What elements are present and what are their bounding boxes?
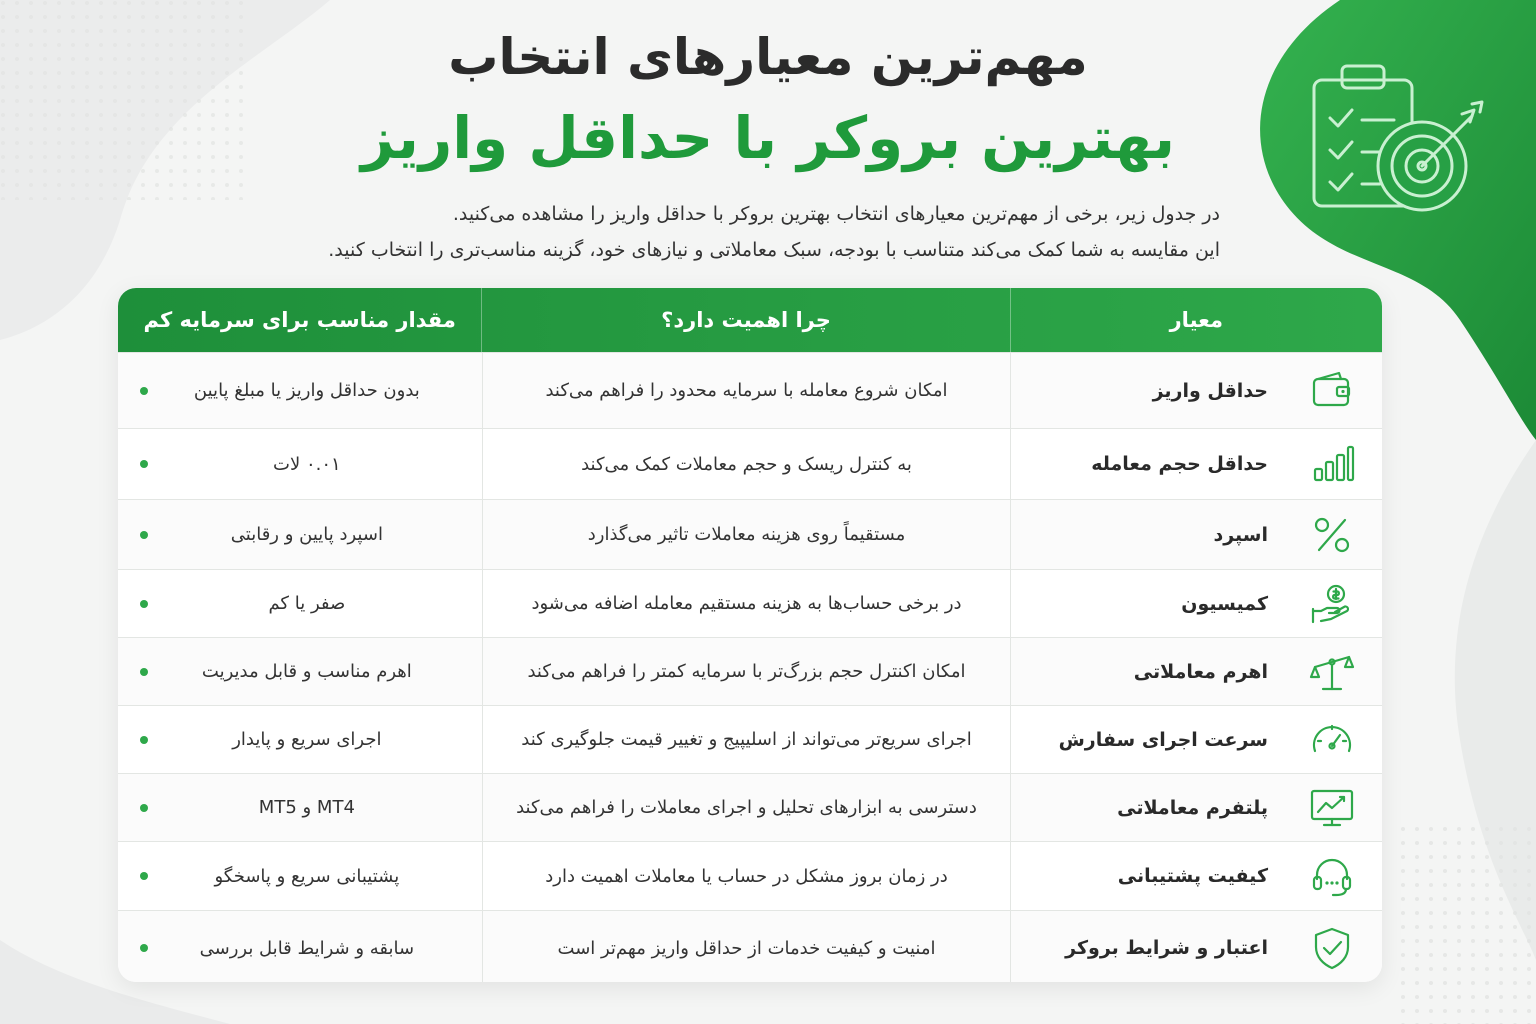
why-cell: در برخی حساب‌ها به هزینه مستقیم معامله اضافه می‌شود	[482, 570, 1011, 637]
table-row	[118, 499, 1382, 569]
criterion-label: سرعت اجرای سفارش	[1058, 728, 1268, 751]
criterion-cell	[1010, 570, 1382, 637]
bullet-dot	[140, 460, 148, 468]
criterion-cell	[1010, 500, 1382, 569]
shield-check-icon	[1308, 924, 1356, 972]
value-text: اسپرد پایین و رقابتی	[230, 524, 383, 545]
value-text: MT4 و MT5	[258, 797, 355, 818]
value-text: اجرای سریع و پایدار	[232, 729, 382, 750]
bullet-dot	[140, 944, 148, 952]
scale-icon	[1308, 648, 1356, 696]
table-row	[118, 428, 1382, 499]
criterion-cell	[1010, 429, 1382, 499]
value-cell	[118, 911, 482, 982]
table-row	[118, 352, 1382, 428]
bullet-dot	[140, 531, 148, 539]
why-cell: امکان اکنترل حجم بزرگ‌تر با سرمایه کمتر را فراهم می‌کند	[482, 638, 1011, 705]
column-header-why: چرا اهمیت دارد؟	[481, 288, 1009, 352]
bar-chart-icon	[1308, 440, 1356, 488]
bullet-dot	[140, 872, 148, 880]
table-row	[118, 705, 1382, 773]
bullet-dot	[140, 387, 148, 395]
value-text: صفر یا کم	[268, 593, 346, 614]
criterion-label: اسپرد	[1213, 523, 1268, 546]
why-cell: در زمان بروز مشکل در حساب یا معاملات اهمیت دارد	[482, 842, 1011, 910]
criterion-label: کیفیت پشتیبانی	[1117, 865, 1268, 887]
value-cell	[118, 706, 482, 773]
intro-line-2: این مقایسه به شما کمک می‌کند متناسب با بودجه، سبک معاملاتی و نیازهای خود، گزینه مناسب‌تری را انتخاب کنید.	[328, 239, 1220, 261]
criterion-label: اهرم معاملاتی	[1133, 660, 1268, 683]
monitor-chart-icon	[1308, 784, 1356, 832]
value-text: پشتیبانی سریع و پاسخگو	[214, 865, 400, 887]
criterion-cell	[1010, 353, 1382, 428]
wallet-icon	[1308, 367, 1356, 415]
value-cell	[118, 353, 482, 428]
why-cell: اجرای سریع‌تر می‌تواند از اسلیپیج و تغییر قیمت جلوگیری کند	[482, 706, 1011, 773]
bullet-dot	[140, 668, 148, 676]
checklist-target-icon	[1290, 58, 1490, 228]
why-cell: مستقیماً روی هزینه معاملات تاثیر می‌گذارد	[482, 500, 1011, 569]
speedometer-icon	[1308, 716, 1356, 764]
why-cell: امکان شروع معامله با سرمایه محدود را فراهم می‌کند	[482, 353, 1011, 428]
value-text: سابقه و شرایط قابل بررسی	[199, 937, 415, 959]
comparison-table	[118, 288, 1382, 982]
value-cell	[118, 638, 482, 705]
column-header-criterion: معیار	[1010, 288, 1382, 352]
table-row	[118, 569, 1382, 637]
percent-icon	[1308, 511, 1356, 559]
bullet-dot	[140, 600, 148, 608]
value-cell	[118, 842, 482, 910]
why-cell: امنیت و کیفیت خدمات از حداقل واریز مهم‌تر است	[482, 911, 1011, 982]
value-cell	[118, 429, 482, 499]
table-header	[118, 288, 1382, 352]
value-text: ۰.۰۱ لات	[273, 453, 341, 475]
headset-icon	[1308, 852, 1356, 900]
criterion-cell	[1010, 911, 1382, 982]
value-text: اهرم مناسب و قابل مدیریت	[201, 661, 412, 682]
table-row	[118, 637, 1382, 705]
criterion-label: کمیسیون	[1181, 592, 1268, 615]
criterion-cell	[1010, 706, 1382, 773]
criterion-label: حداقل حجم معامله	[1091, 453, 1268, 475]
column-header-value: مقدار مناسب برای سرمایه کم	[143, 308, 456, 332]
page-title: مهم‌ترین معیارهای انتخاب	[448, 28, 1088, 86]
bullet-dot	[140, 804, 148, 812]
table-row	[118, 773, 1382, 841]
table-row	[118, 841, 1382, 910]
table-row	[118, 910, 1382, 982]
page-subtitle: بهترین بروکر با حداقل واریز	[361, 104, 1175, 172]
criterion-label: حداقل واریز	[1152, 379, 1268, 402]
bullet-dot	[140, 736, 148, 744]
value-cell	[118, 774, 482, 841]
value-cell	[118, 500, 482, 569]
hand-coin-icon	[1308, 580, 1356, 628]
why-cell: دسترسی به ابزارهای تحلیل و اجرای معاملات را فراهم می‌کند	[482, 774, 1011, 841]
criterion-label: پلتفرم معاملاتی	[1117, 796, 1268, 819]
why-cell: به کنترل ریسک و حجم معاملات کمک می‌کند	[482, 429, 1011, 499]
criterion-label: اعتبار و شرایط بروکر	[1065, 937, 1268, 959]
intro-line-1: در جدول زیر، برخی از مهم‌ترین معیارهای انتخاب بهترین بروکر با حداقل واریز را مشاهده می‌کنید.	[452, 203, 1220, 225]
criterion-cell	[1010, 774, 1382, 841]
criterion-cell	[1010, 638, 1382, 705]
value-text: بدون حداقل واریز یا مبلغ پایین	[193, 380, 420, 401]
criterion-cell	[1010, 842, 1382, 910]
intro-text	[240, 196, 1220, 268]
value-cell	[118, 570, 482, 637]
